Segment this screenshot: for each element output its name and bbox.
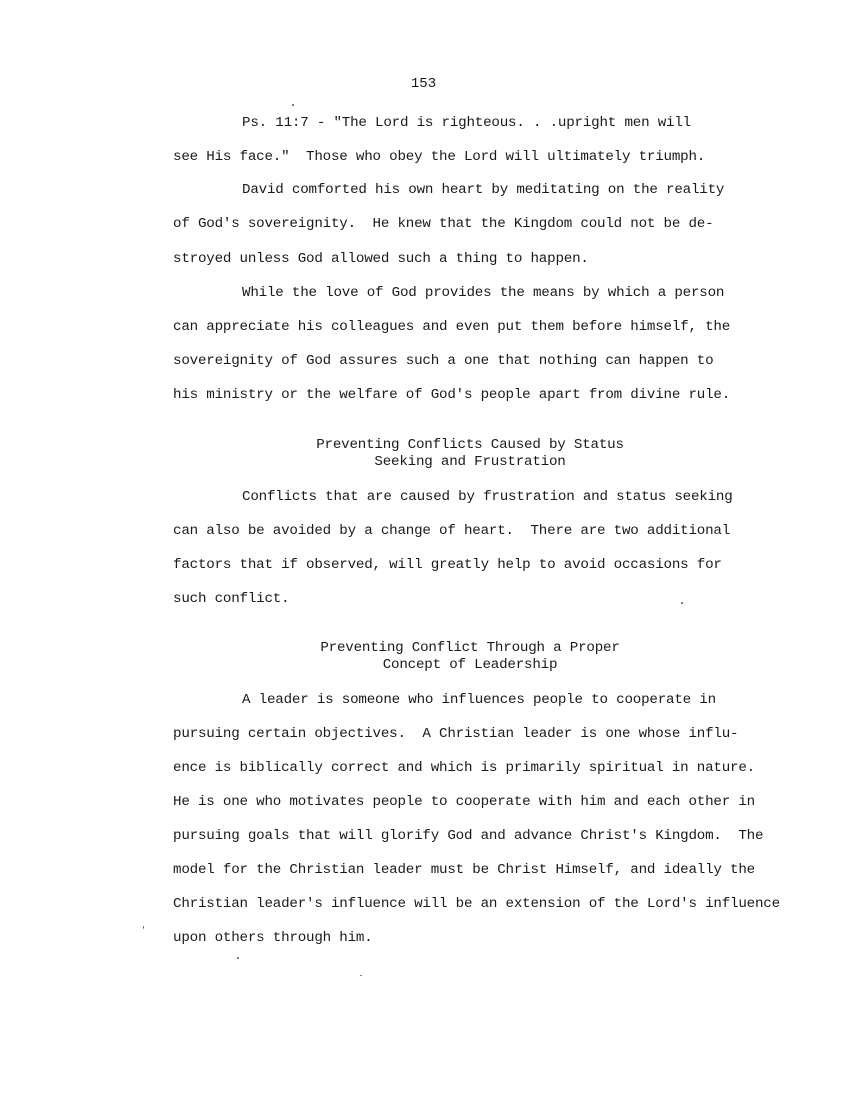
paragraph-3-line-2: can appreciate his colleagues and even put them before himself, the bbox=[173, 319, 731, 335]
paragraph-5-line-1: A leader is someone who influences people to cooperate in bbox=[242, 692, 716, 708]
paragraph-4-line-2: can also be avoided by a change of heart. There are two additional bbox=[173, 523, 731, 539]
section-heading-2-line-1: Preventing Conflict Through a Proper bbox=[320, 640, 620, 656]
section-heading-2-line-2: Concept of Leadership bbox=[382, 657, 558, 673]
paragraph-4-line-4: such conflict. bbox=[173, 591, 290, 607]
scan-speck bbox=[360, 975, 362, 976]
section-heading-1-line-1: Preventing Conflicts Caused by Status bbox=[316, 437, 624, 453]
paragraph-5-line-4: He is one who motivates people to cooperate with him and each other in bbox=[173, 794, 755, 810]
paragraph-2-line-3: stroyed unless God allowed such a thing to happen. bbox=[173, 251, 589, 267]
paragraph-5-line-3: ence is biblically correct and which is primarily spiritual in nature. bbox=[173, 760, 755, 776]
paragraph-5-line-2: pursuing certain objectives. A Christian leader is one whose influ- bbox=[173, 726, 739, 742]
scan-speck bbox=[292, 104, 294, 106]
paragraph-1-line-1: Ps. 11:7 - "The Lord is righteous. . .upright men will bbox=[242, 115, 691, 131]
section-heading-1-line-2: Seeking and Frustration bbox=[374, 454, 566, 470]
paragraph-4-line-1: Conflicts that are caused by frustration and status seeking bbox=[242, 489, 733, 505]
paragraph-5-line-8: upon others through him. bbox=[173, 930, 373, 946]
page-number: 153 bbox=[410, 76, 437, 92]
scan-speck bbox=[143, 926, 144, 929]
paragraph-3-line-3: sovereignity of God assures such a one that nothing can happen to bbox=[173, 353, 714, 369]
scan-speck bbox=[681, 602, 683, 604]
paragraph-3-line-1: While the love of God provides the means by which a person bbox=[242, 285, 725, 301]
paragraph-4-line-3: factors that if observed, will greatly help to avoid occasions for bbox=[173, 557, 722, 573]
paragraph-1-line-2: see His face." Those who obey the Lord will ultimately triumph. bbox=[173, 149, 706, 165]
paragraph-3-line-4: his ministry or the welfare of God's people apart from divine rule. bbox=[173, 387, 731, 403]
paragraph-5-line-7: Christian leader's influence will be an extension of the Lord's influence bbox=[173, 896, 780, 912]
paragraph-2-line-2: of God's sovereignity. He knew that the Kingdom could not be de- bbox=[173, 216, 714, 232]
paragraph-5-line-6: model for the Christian leader must be Christ Himself, and ideally the bbox=[173, 862, 755, 878]
paragraph-2-line-1: David comforted his own heart by meditating on the reality bbox=[242, 182, 725, 198]
paragraph-5-line-5: pursuing goals that will glorify God and advance Christ's Kingdom. The bbox=[173, 828, 764, 844]
scan-speck bbox=[237, 957, 239, 959]
